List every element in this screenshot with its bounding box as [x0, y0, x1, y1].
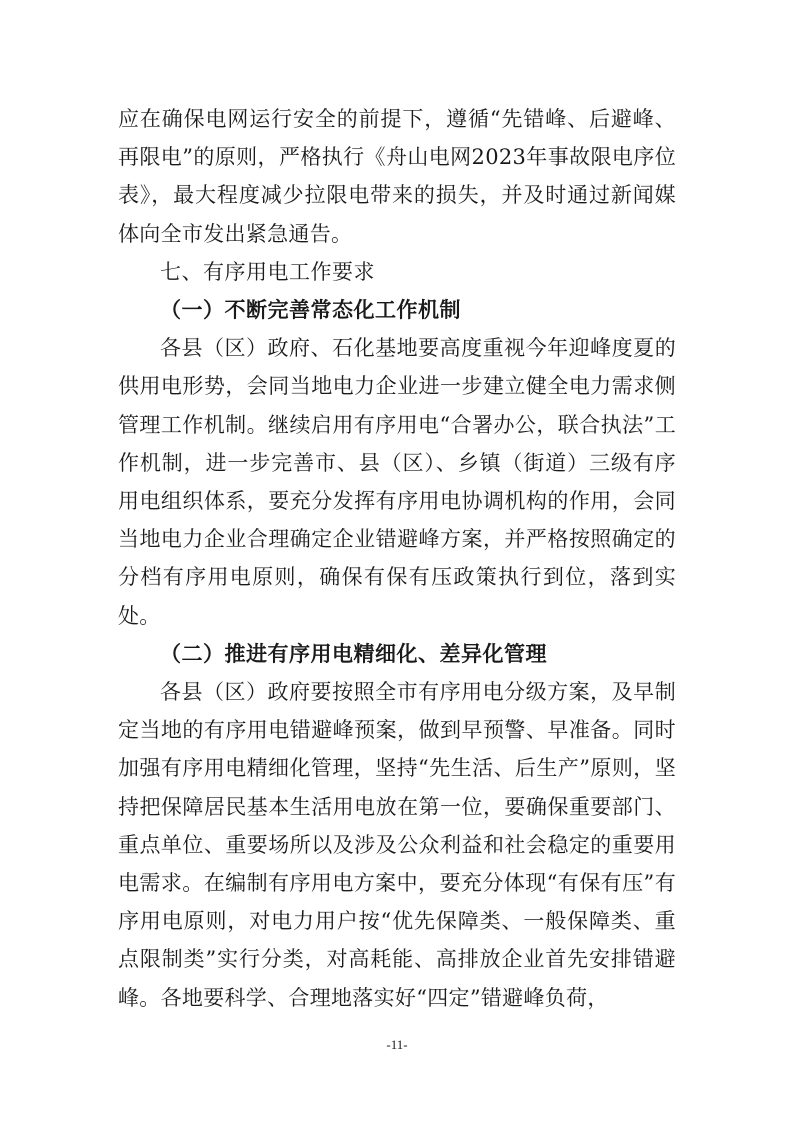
subsection-heading: （二）推进有序用电精细化、差异化管理 — [160, 640, 547, 666]
section-heading: 七、有序用电工作要求 — [160, 259, 375, 284]
body-paragraph: 应在确保电网运行安全的前提下，遵循“先错峰、后避峰、再限电”的原则，严格执行《舟山电网2023年事故限电序位表》，最大程度减少拉限电带来的损失，并及时通过新闻媒体向全市发出紧急通告。 — [118, 107, 676, 246]
body-paragraph: 各县（区）政府要按照全市有序用电分级方案，及早制定当地的有序用电错避峰预案，做到早预警、早准备。同时加强有序用电精细化管理，坚持“先生活、后生产”原则，坚持把保障居民基本生活用电放在第一位，要确保重要部门、重点单位、重要场所以及涉及公众利益和社会稳定的重要用电需求。在编制有序用电方案中，要充分体现“有保有压”有序用电原则，对电力用户按“优先保障类、一般保障类、重点限制类”实行分类，对高耗能、高排放企业首先安排错避峰。各地要科学、合理地落实好“四定”错避峰负荷， — [118, 680, 676, 1010]
body-paragraph: 各县（区）政府、石化基地要高度重视今年迎峰度夏的供用电形势，会同当地电力企业进一步建立健全电力需求侧管理工作机制。继续启用有序用电“合署办公，联合执法”工作机制，进一步完善市、县（区）、乡镇（街道）三级有序用电组织体系，要充分发挥有序用电协调机构的作用，会同当地电力企业合理确定企业错避峰方案，并严格按照确定的分档有序用电原则，确保有保有压政策执行到位，落到实处。 — [118, 336, 676, 628]
subsection-heading: （一）不断完善常态化工作机制 — [160, 297, 461, 323]
page-number: -11- — [386, 1037, 408, 1052]
document-body — [118, 100, 676, 1017]
